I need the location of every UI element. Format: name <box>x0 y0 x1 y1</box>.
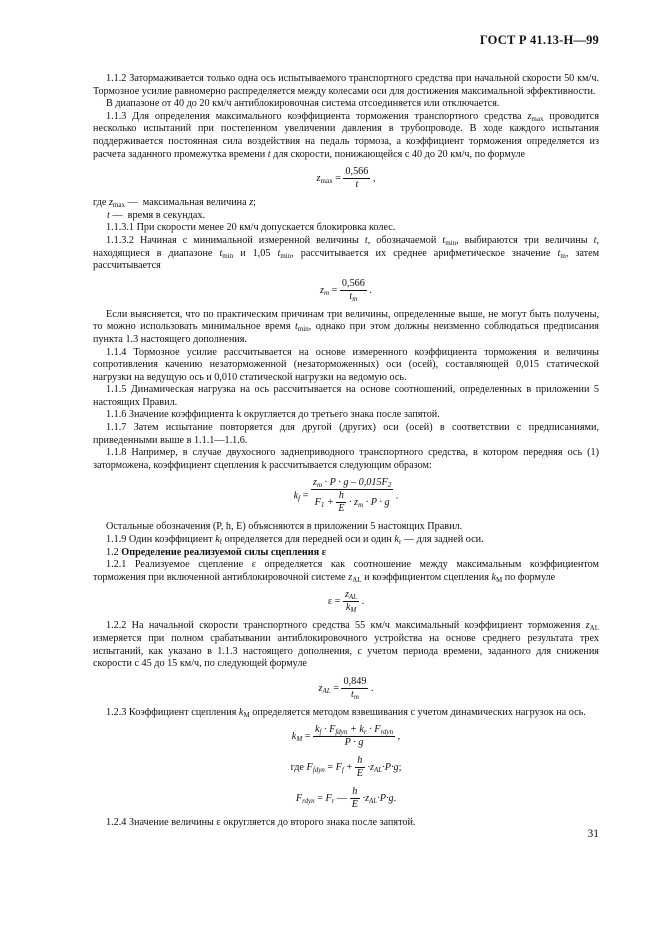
formula-km: $k_M$ = $\frac{k_f \cdot F_{fdyn} + k_r \cdot F_{rdyn}}{P \cdot g}$ , <box>291 724 401 749</box>
paragraph-note: Если выясняется, что по практическим причинам три величины, определенные выше, не могут быть получены, то можно использовать минимальное время $t_{min}$, однако при этом должны неизменно соблюдаться предписания пункта 1.3 настоящего дополнения. <box>93 308 599 345</box>
paragraph-1-1-4: 1.1.4 Тормозное усилие рассчитывается на основе измеренного коэффициента торможения и величины сопротивления качению незаторможенной (незаторможенных) оси (осей), составляющей 0,015 статической нагрузки на ведущую ось и 0,010 статической нагрузки на ведомую ось. <box>93 346 599 383</box>
formula-frdyn: $F_{rdyn} = F_r$ — $\frac{h}{E}$ $\cdot z_{AL}\cdot P\cdot g$. <box>295 786 397 811</box>
paragraph-1-1-7: 1.1.7 Затем испытание повторяется для другой (других) оси (осей) в соответствии с предписаниями, приведенными выше в 1.1.1—1.1.6. <box>93 422 599 446</box>
formula-ffdyn: где $F_{fdyn} = F_f$ + $\frac{h}{E}$ $\cdot z_{AL}\cdot P\cdot g$; <box>290 755 402 780</box>
paragraph-1-1-3: 1.1.3 Для определения максимального коэффициента торможения транспортного средства $z_{max}$ проводится несколько испытаний при постепенном увеличении давления в трубопроводе. В ходе каждого испытания поддерживается постоянная сила воздействия на педаль тормоза, а коэффициент торможения определяется из расчета заданного промежутка времени t для скорости, понижающейся с 40 до 20 км/ч, по формуле <box>93 110 600 160</box>
section-1-2-heading: 1.2 Определение реализуемой силы сцепления ε <box>106 546 327 558</box>
paragraph-1-1-9: 1.1.9 Один коэффициент $k_f$ определяется для передней оси и один $k_r$ — для задней оси. <box>106 534 484 547</box>
paragraph-1-1-3-1: 1.1.3.1 При скорости менее 20 км/ч допускается блокировка колес. <box>106 222 396 234</box>
paragraph-1-1-3-2: 1.1.3.2 Начиная с минимальной измеренной величины t, обозначаемой $t_{min}$, выбираются три величины t, находящиеся в диапазоне $t_{min}$ и 1,05 $t_{min}$, рассчитывается их среднее арифметическое значение $t_m$, затем рассчитывается <box>93 234 600 272</box>
paragraph-1-1-6: 1.1.6 Значение коэффициента k округляется до третьего знака после запятой. <box>106 409 440 421</box>
document-body <box>93 73 599 830</box>
paragraph-1-1-5: 1.1.5 Динамическая нагрузка на ось рассчитывается на основе соотношений, определенных в приложении 5 настоящих Правил. <box>93 384 599 408</box>
formula-epsilon: ε = $\frac{z_{AL}}{k_M}$ . <box>327 589 365 615</box>
formula-zmax: $z_{max}$ = $\frac{0,566}{t}$ , <box>316 166 376 191</box>
paragraph-1-1-2-b: В диапазоне от 40 до 20 км/ч антиблокировочная система отсоединяется или отключается. <box>106 98 500 110</box>
paragraph-1-2-2: 1.2.2 На начальной скорости транспортного средства 55 км/ч максимальный коэффициент торможения $z_{AL}$ измеряется при полном срабатывании антиблокировочного устройства на основе среднего результата трех испытаний, как указано в 1.1.3 настоящего дополнения, с учетом периода времени, заданного для снижения скорости с 45 до 15 км/ч, по следующей формуле <box>93 620 600 670</box>
paragraph-other-notations: Остальные обозначения (P, h, E) объясняются в приложении 5 настоящих Правил. <box>106 521 463 533</box>
paragraph-1-1-8: 1.1.8 Например, в случае двухосного заднеприводного транспортного средства, в котором передняя ось (1) заторможена, коэффициент сцепления k рассчитывается следующим образом: <box>93 447 599 471</box>
where-zmax: где $z_{max}$ — максимальная величина z; <box>93 197 257 210</box>
paragraph-1-1-2: 1.1.2 Затормаживается только одна ось испытываемого транспортного средства при начальной скорости 50 км/ч. Тормозное усилие равномерно распределяется между колесами оси для достижения максимальной эффективности. <box>93 73 599 97</box>
formula-zal: $z_{AL}$ = $\frac{0,849}{t_m}$ . <box>318 675 374 701</box>
paragraph-1-2-1: 1.2.1 Реализуемое сцепление ε определяется как соотношение между максимальным коэффициентом торможения при включенной антиблокировочной системе $z_{AL}$ и коэффициентом сцепления $k_M$ по формуле <box>93 559 599 584</box>
page-header: ГОСТ Р 41.13-Н—99 <box>479 33 599 47</box>
where-t: t — время в секундах. <box>107 209 205 221</box>
paragraph-1-2-3: 1.2.3 Коэффициент сцепления $k_M$ определяется методом взвешивания с учетом динамических нагрузок на ось. <box>106 706 586 719</box>
page-number: 31 <box>587 828 599 840</box>
paragraph-1-2-4: 1.2.4 Значение величины ε округляется до второго знака после запятой. <box>106 817 416 829</box>
formula-zm: $z_m$ = $\frac{0,566}{t_m}$ . <box>320 277 372 303</box>
formula-kf: $k_f$ = $z_m \cdot P \cdot g - 0,015F_2$ $F_1$ + $\frac{h}{E}$ · $z_m \cdot P \cdot g$ . <box>293 477 399 515</box>
